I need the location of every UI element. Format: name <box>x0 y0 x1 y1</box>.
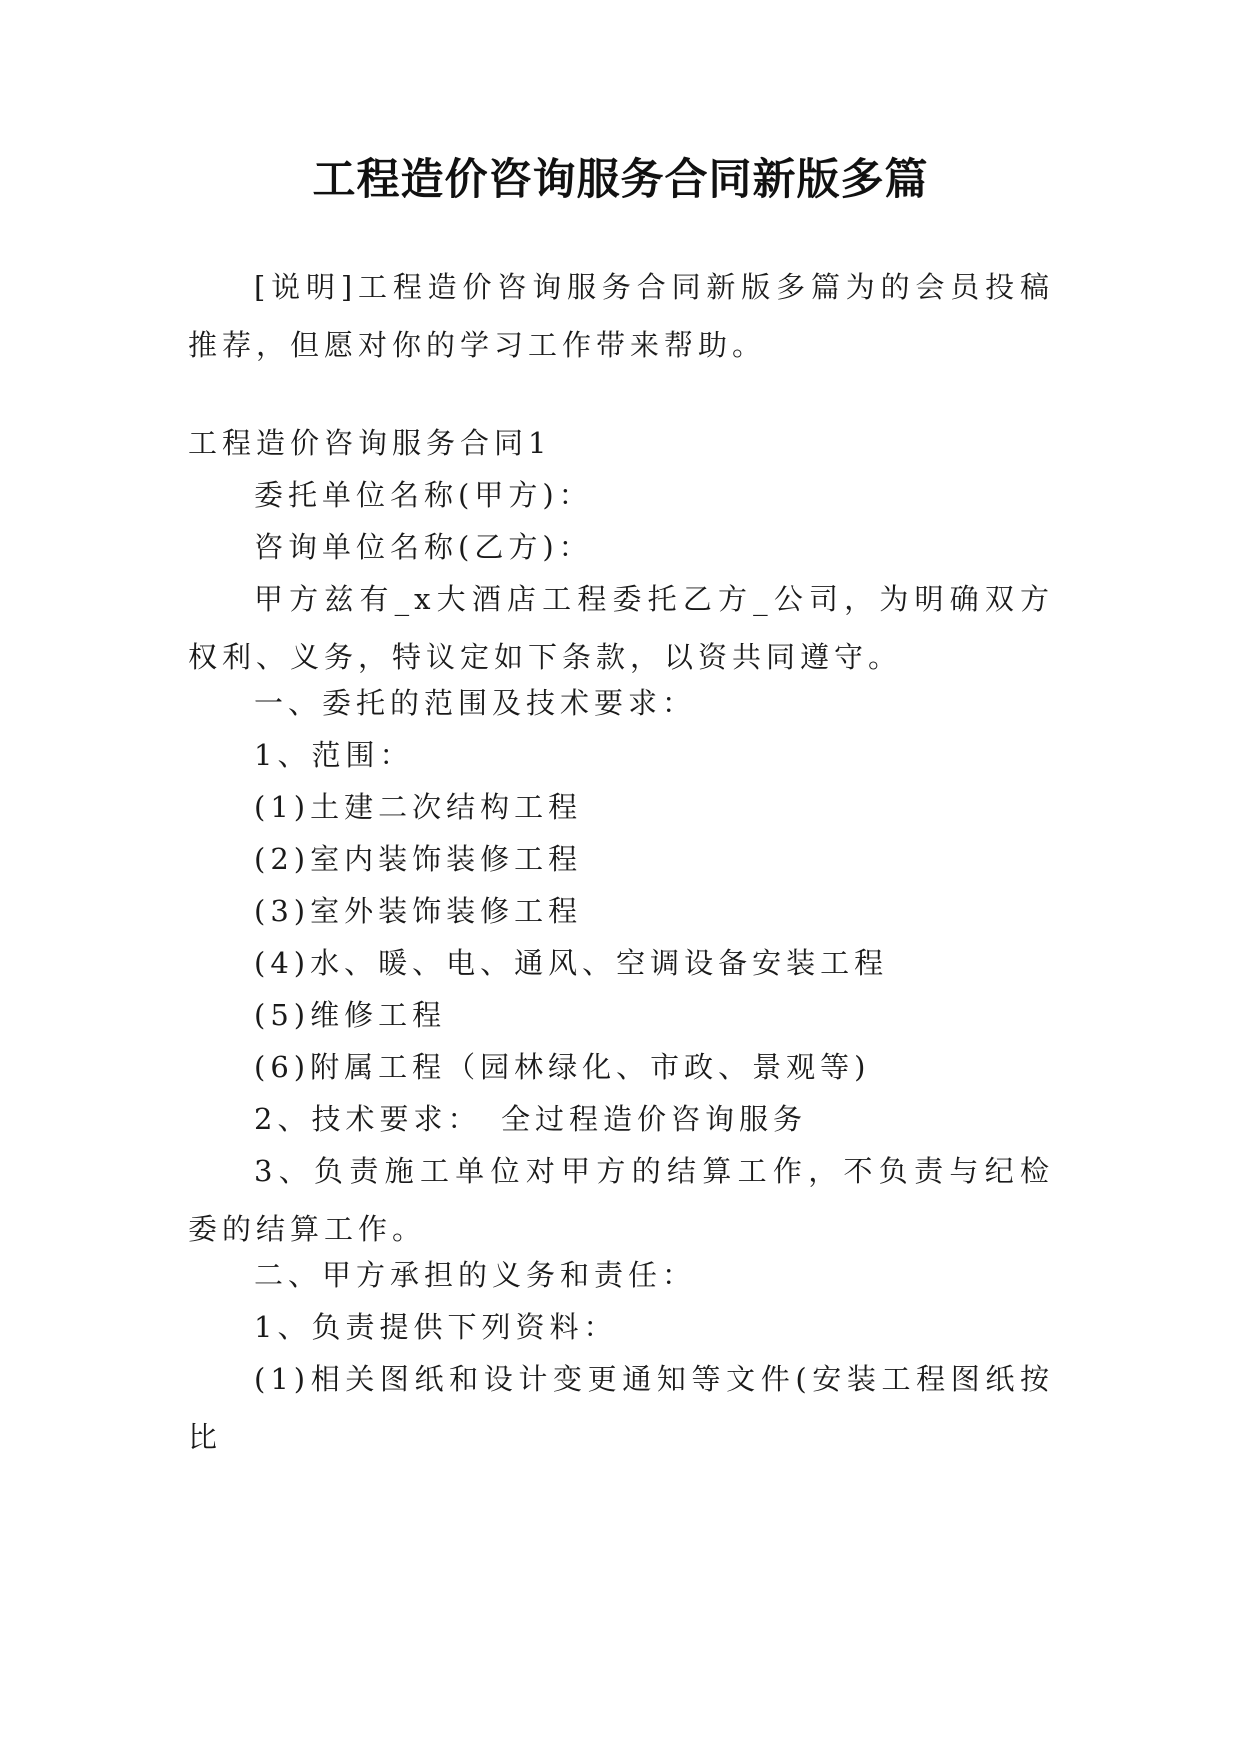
list-item: (2)室内装饰装修工程 <box>254 842 583 876</box>
list-item: (5)维修工程 <box>254 998 447 1032</box>
paragraph-provide-materials: 1、负责提供下列资料： <box>254 1310 618 1344</box>
section-heading: 工程造价咨询服务合同1 <box>188 426 552 460</box>
paragraph-section-one: 一、委托的范围及技术要求： <box>254 686 697 720</box>
intro-paragraph: [说明]工程造价咨询服务合同新版多篇为的会员投稿推荐，但愿对你的学习工作带来帮助。 <box>188 270 1054 362</box>
list-item: (4)水、暖、电、通风、空调设备安装工程 <box>254 946 889 980</box>
paragraph-settlement: 3、负责施工单位对甲方的结算工作，不负责与纪检委的结算工作。 <box>188 1154 1054 1246</box>
paragraph-preamble: 甲方兹有_x大酒店工程委托乙方_公司，为明确双方权利、义务，特议定如下条款，以资共同遵守。 <box>188 582 1054 674</box>
document-title: 工程造价咨询服务合同新版多篇 <box>312 155 929 205</box>
list-item: (6)附属工程（园林绿化、市政、景观等) <box>254 1050 871 1084</box>
list-item: (1)相关图纸和设计变更通知等文件(安装工程图纸按比 <box>188 1362 1054 1454</box>
paragraph-client-name: 委托单位名称(甲方)： <box>254 478 593 512</box>
paragraph-section-two: 二、甲方承担的义务和责任： <box>254 1258 697 1292</box>
paragraph-consultant-name: 咨询单位名称(乙方)： <box>254 530 593 564</box>
paragraph-scope: 1、范围： <box>254 738 414 772</box>
list-item: (1)土建二次结构工程 <box>254 790 583 824</box>
list-item: (3)室外装饰装修工程 <box>254 894 583 928</box>
paragraph-technical-requirements: 2、技术要求： 全过程造价咨询服务 <box>254 1102 807 1136</box>
